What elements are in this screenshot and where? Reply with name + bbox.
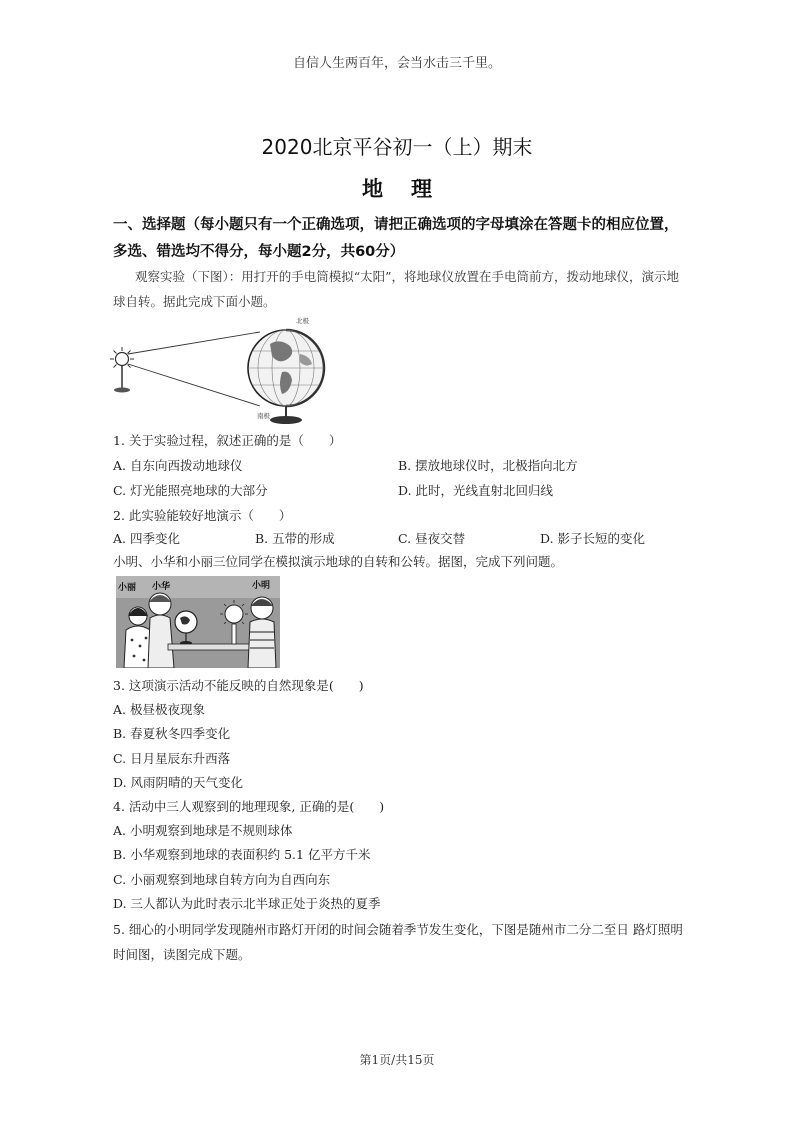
q1-option-a: A. 自东向西拨动地球仪 <box>113 458 243 473</box>
q4-stem: 4. 活动中三人观察到的地理现象, 正确的是( ) <box>113 799 385 814</box>
q2-option-c: C. 昼夜交替 <box>398 531 466 546</box>
q5-stem: 5. 细心的小明同学发现随州市路灯开闭的时间会随着季节发生变化，下图是随州市二分二至日 路灯照明时间图，读图完成下题。 <box>113 922 683 962</box>
page-motto: 自信人生两百年，会当水击三千里。 <box>292 56 501 71</box>
q1-option-d: D. 此时，光线直射北回归线 <box>398 483 554 498</box>
label-xiaoming: 小明 <box>252 581 271 591</box>
exam-title: 2020北京平谷初一（上）期末 <box>261 135 533 159</box>
label-xiaoli: 小丽 <box>118 583 137 593</box>
q3-option-c: C. 日月星辰东升西落 <box>113 751 231 766</box>
q2-option-d: D. 影子长短的变化 <box>540 531 646 546</box>
intro-demo: 小明、小华和小丽三位同学在模拟演示地球的自转和公转。据图，完成下列问题。 <box>113 554 564 569</box>
page-number: 第1页/共15页 <box>359 1053 435 1067</box>
q1-option-c: C. 灯光能照亮地球的大部分 <box>113 483 268 498</box>
student-xiaoming <box>248 597 276 668</box>
students-demo-figure <box>116 576 280 668</box>
q3-option-d: D. 风雨阴晴的天气变化 <box>113 775 244 790</box>
globe-icon <box>248 330 324 406</box>
q1-stem: 1. 关于实验过程，叙述正确的是（ ） <box>113 433 342 448</box>
q4-option-c: C. 小丽观察到地球自转方向为自西向东 <box>113 872 331 887</box>
q2-stem: 2. 此实验能较好地演示（ ） <box>113 508 292 523</box>
flashlight-stand <box>114 366 130 393</box>
q1-option-b: B. 摆放地球仪时，北极指向北方 <box>398 458 578 473</box>
q2-option-b: B. 五带的形成 <box>255 531 335 546</box>
q4-option-a: A. 小明观察到地球是不规则球体 <box>113 823 293 838</box>
section-heading: 一、选择题（每小题只有一个正确选项，请把正确选项的字母填涂在答题卡的相应位置，多选、错选均不得分，每小题2分，共60分） <box>113 217 679 260</box>
label-xiaohua: 小华 <box>152 582 171 592</box>
q4-option-d: D. 三人都认为此时表示北半球正处于炎热的夏季 <box>113 896 381 911</box>
intro-experiment: 观察实验（下图）：用打开的手电筒模拟“太阳”，将地球仪放置在手电筒前方，拨动地球仪，演示地球自转。据此完成下面小题。 <box>113 269 680 309</box>
light-beam <box>128 332 260 406</box>
exam-subject: 地理 <box>362 177 460 201</box>
q3-option-b: B. 春夏秋冬四季变化 <box>113 726 231 741</box>
student-xiaohua <box>148 593 174 668</box>
q3-option-a: A. 极昼极夜现象 <box>113 702 205 717</box>
globe-flashlight-figure <box>110 316 350 428</box>
south-pole-label: 南极 <box>257 412 270 420</box>
north-pole-label: 北极 <box>296 317 309 325</box>
globe-stand <box>270 406 302 424</box>
q2-option-a: A. 四季变化 <box>113 531 180 546</box>
q4-option-b: B. 小华观察到地球的表面积约 5.1 亿平方千米 <box>113 847 371 862</box>
q3-stem: 3. 这项演示活动不能反映的自然现象是( ) <box>113 678 364 693</box>
